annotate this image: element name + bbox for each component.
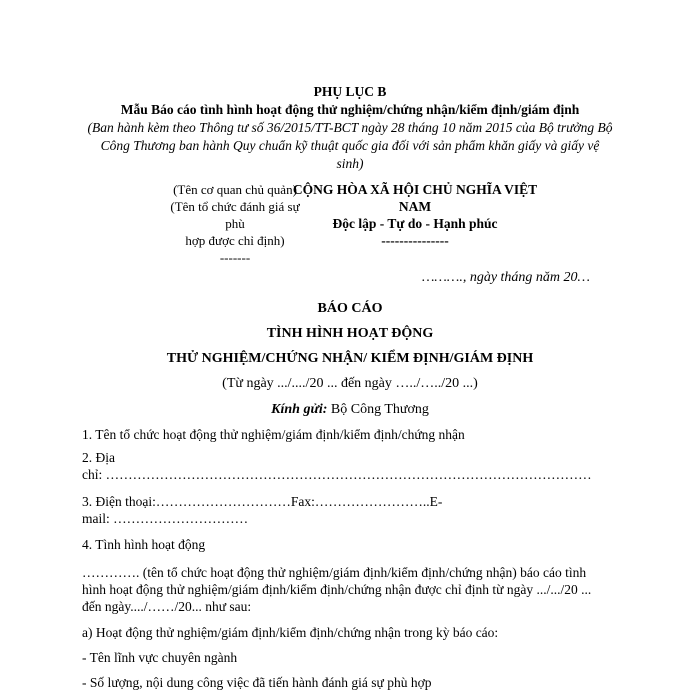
recipient-label: Kính gửi: (271, 402, 328, 417)
appendix-title: PHỤ LỤC B (313, 84, 387, 99)
body-line-4: 3. Điện thoại:…………………………Fax:……………………..E- (82, 494, 443, 509)
national-header (285, 181, 545, 249)
appendix-note-line-3: sinh) (336, 156, 364, 171)
governing-agency-line: (Tên cơ quan chủ quản) (173, 182, 297, 197)
body-line-3: chỉ: ……………………………………………………………………………………………… (82, 467, 592, 482)
report-title-line-3: THỬ NGHIỆM/CHỨNG NHẬN/ KIỂM ĐỊNH/GIÁM ĐỊNH (166, 351, 534, 366)
organization-name-line: (Tên tổ chức đánh giá sự phù (170, 199, 300, 231)
body-line-2: 2. Địa (82, 450, 115, 465)
body-line-9: đến ngày..../……/20... như sau: (82, 599, 252, 614)
national-divider: --------------- (381, 233, 449, 248)
date-line: ………., ngày tháng năm 20… (421, 270, 590, 285)
body-line-12: - Số lượng, nội dung công việc đã tiến hành đánh giá sự phù hợp (82, 675, 432, 690)
body-line-8: hình hoạt động thử nghiệm/giám định/kiểm định/chứng nhận được chỉ định từ ngày .../.../20 ... (82, 582, 592, 597)
recipient-name: Bộ Công Thương (327, 402, 429, 417)
agency-divider: ------- (219, 250, 251, 265)
body-line-7: …………. (tên tổ chức hoạt động thử nghiệm/giám định/kiểm định/chứng nhận) báo cáo tình (82, 565, 587, 580)
agency-header (170, 181, 300, 266)
body-line-10: a) Hoạt động thử nghiệm/giám định/kiểm định/chứng nhận trong kỳ báo cáo: (82, 625, 499, 640)
report-period: (Từ ngày .../..../20 ... đến ngày …../…../20 ...) (222, 376, 478, 391)
body-line-11: - Tên lĩnh vực chuyên ngành (82, 650, 238, 665)
body-line-1: 1. Tên tổ chức hoạt động thử nghiệm/giám định/kiểm định/chứng nhận (82, 427, 465, 442)
report-recipient (0, 401, 700, 418)
country-name: CỘNG HÒA XÃ HỘI CHỦ NGHĨA VIỆT NAM (292, 182, 538, 214)
body-line-5: mail: ………………………… (82, 511, 249, 526)
report-title-line-2: TÌNH HÌNH HOẠT ĐỘNG (266, 326, 434, 341)
national-motto: Độc lập - Tự do - Hạnh phúc (332, 216, 498, 231)
body-line-6: 4. Tình hình hoạt động (82, 537, 206, 552)
appendix-note-line-2: Công Thương ban hành Quy chuẩn kỹ thuật quốc gia đối với sản phẩm khăn giấy và giấy vệ (100, 138, 600, 153)
appendix-subtitle: Mẫu Báo cáo tình hình hoạt động thử nghiệm/chứng nhận/kiểm định/giám định (120, 102, 580, 117)
organization-name-line-2: hợp được chỉ định) (185, 233, 285, 248)
report-title: BÁO CÁO (317, 301, 383, 316)
appendix-note-line-1: (Ban hành kèm theo Thông tư số 36/2015/TT-BCT ngày 28 tháng 10 năm 2015 của Bộ trưởng Bộ (87, 120, 613, 135)
